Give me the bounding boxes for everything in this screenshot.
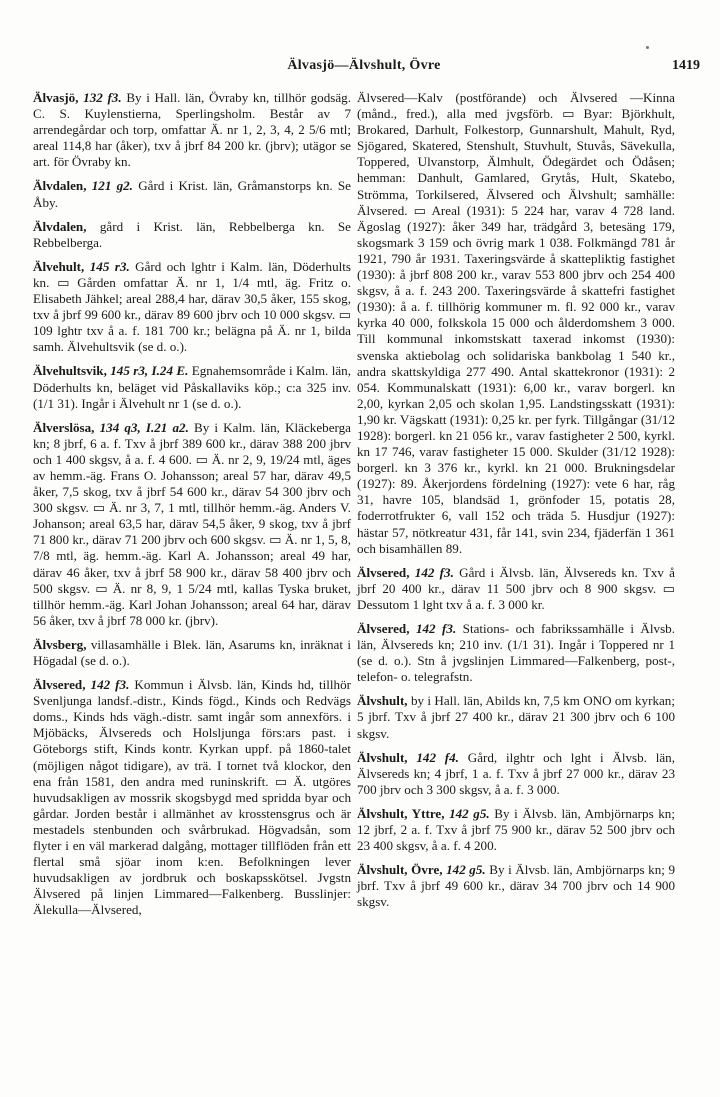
entry-text: Gård och lghtr i Kalm. län, Döderhults kn. ▭ Gården omfattar Ä. nr 1, 1/4 mtl, äg. Fritz o. Elisabeth Jähkel; areal 288,4 har, därav 30,5 åker, 155 skog, txv å jbrf 99 600 kr., därav 89 600 jbrv och 10 000 skgsv. ▭ 109 lghtr txv å a. f. 181 700 kr.; belägna på Ä. nr 1, bilda samh. Älvehultsvik (se d. o.). (33, 258, 351, 355)
page-number: 1419 (672, 58, 700, 73)
entry-text: By i Kalm. län, Kläckeberga kn; 8 jbrf, 6 a. f. Txv å jbrf 389 600 kr., därav 388 200 jbrv och 1 400 skgsv, å a. f. 4 600. ▭ Ä. nr 2, 9, 19/24 mtl, äges av hemm.-äg. Frans O. Johansson; areal 57 har, därav 49,5 åker, 7,5 skog, txv å jbrf 54 600 kr., därav 54 300 jbrv och 300 skgsv. ▭ Ä. nr 3, 7, 1 mtl, tillhör hemm.-äg. Anders V. Johanson; areal 63,5 har, därav 54,5 åker, 9 skog, txv å jbrf 71 800 kr., därav 71 200 jbrv och 600 skgsv. ▭ Ä. nr 1, 5, 8, 7/8 mtl, äg. hemm.-äg. Karl A. Johansson; areal 49 har, därav 46 åker, txv å jbrf 58 900 kr., därav 58 400 jbrv och 500 skgsv. ▭ Ä. nr 8, 9, 1 5/24 mtl, kallas Tyska bruket, tillhör hemm.-äg. Karl Johan Johansson; areal 64 har, därav 56 åker, txv å jbrf 78 000 kr. (jbrv). (33, 419, 351, 628)
gazetteer-entry (357, 565, 675, 613)
entry-text: By i Älvsb. län, Ambjörnarps kn; 9 jbrf. Txv å jbrf 49 600 kr., därav 34 700 jbrv och 14 900 skgsv. (357, 862, 675, 910)
entry-text: By i Hall. län, Övraby kn, tillhör godsäg. C. S. Kuylenstierna, Sperlingsholm. Består av 7 arrendegårdar och torp, omfattar Ä. nr 1, 2, 3, 4, 2 5/6 mtl; areal 114,8 har (åker), txv å jbrf 84 200 kr. (jbrv); utägor se art. för Övraby kn. (33, 90, 351, 170)
entry-map-reference: 142 f4. (416, 749, 459, 765)
gazetteer-entry (357, 90, 675, 557)
entry-headword: Älvshult, Övre, (357, 862, 443, 878)
entry-paragraph (33, 178, 351, 210)
entry-map-reference: 142 f3. (415, 621, 457, 636)
entry-headword: Älvsered, (357, 621, 410, 636)
entry-map-reference: 132 f3. (83, 90, 122, 105)
entry-paragraph (357, 621, 675, 685)
entry-paragraph (33, 677, 351, 918)
entry-paragraph (33, 219, 351, 251)
entry-map-reference: 142 f3. (414, 564, 454, 580)
entry-headword: Älvehult, (33, 258, 85, 274)
entry-paragraph (357, 90, 675, 557)
gazetteer-entry (357, 693, 675, 741)
entry-headword: Älvsered, (33, 677, 86, 693)
gazetteer-entry (33, 677, 351, 918)
entry-text: Egnahemsområde i Kalm. län, Döderhults kn, beläget vid Påskallaviks köp.; c:a 325 inv. (1/1 31). Ingår i Älvehult nr 1 (se d. o.). (33, 363, 351, 411)
entry-paragraph (357, 693, 675, 741)
entry-text: by i Hall. län, Abilds kn, 7,5 km ONO om kyrkan; 5 jbrf. Txv å jbrf 27 400 kr., därav 21 300 jbrv och 6 100 skgsv. (357, 693, 675, 741)
entry-paragraph (357, 565, 675, 613)
entry-map-reference: 142 g5. (449, 805, 490, 821)
gazetteer-entry (33, 219, 351, 251)
entry-map-reference: 142 g5. (446, 862, 486, 878)
entry-paragraph (357, 862, 675, 910)
entry-text: Kommun i Älvsb. län, Kinds hd, tillhör Svenljunga landsf.-distr., Kinds fögd., Kinds och Redvägs doms., Kinds hds vägh.-distr. samt ingår som annexförs. i Mjöbäcks, Älvsereds och Holsljunga förs:ars past. i Göteborgs stift, Kinds kontr. Kyrkan uppf. på 1860-talet (möjligen något tidigare), av trä. I tornet två klockor, den ena från 1581, den andra med runinskrift. ▭ Ä. utgöres huvudsakligen av mossrik skogsbygd med spridda byar och gårdar. Jorden består i allmänhet av krosstensgrus och är mestadels stenbunden och svårbrukad. Högvadsån, som flyter i en väl markerad dalgång, mottager tillflöden från ett flertal små sjöar inom k:en. Befolkningen lever huvudsakligen av jordbruk och boskapsskötsel. Jvgstn Älvsered på linjen Limmared—Falkenberg. Busslinjer: Älekulla—Älvsered, (33, 677, 351, 918)
entry-map-reference: 145 r3, I.24 E. (110, 363, 189, 379)
entry-map-reference: 142 f3. (90, 677, 130, 693)
gazetteer-entry (33, 637, 351, 669)
entry-map-reference: 145 r3. (89, 258, 130, 274)
right-column (357, 90, 675, 919)
entry-text: Älvsered—Kalv (postförande) och Älvsered —Kinna (månd., fred.), alla med jvgsförb. ▭ Byar: Björkhult, Brokared, Darhult, Folkestorp, Gunnarshult, Mahult, Ryd, Sjögared, Skatered, Stenshult, Stuvhult, Stuvås, Sävekulla, Toppered, Ulvanstorp, Älmhult, Ödegärdet och Ödåsen; hemman: Danhult, Gamlared, Grytås, Hult, Skatebo, Strömma, Torkilsered, Älvsered och Älvshult; samhälle: Älvsered. ▭ Areal (1931): 5 224 har, varav 4 728 land. Ägoslag (1927): åker 349 har, trädgård 3, betesäng 179, skogsmark 3 159 och övrig mark 1 038. Folkmängd 781 år 1921, 790 år 1931. Taxeringsvärde å skattepliktig fastighet (1930): å jbrf 808 200 kr., varav 553 800 jbrv och 254 400 skgsv, å a. f. 243 200. Taxeringsvärde å skattefri fastighet (1930): å a. f. tillhörig kommuner m. fl. 92 000 kr., varav kyrka 40 000, folkskola 15 000 och ålderdomshem 3 000. Till kommunal inkomstskatt taxerad inkomst (1930): svenska aktiebolag och solidariska bankbolag 1 540 kr., andra skattskyldiga 277 490. Antal skattekronor (1931): 2 054. Kommunalskatt (1931): 6,00 kr., varav borgerl. kn 2,00, kyrkan 2,05 och skolan 1,95. Landstingsskatt (1931): 1,90 kr. Vägskatt (1931): 0,25 kr. per fyrk. Tillgångar (31/12 1928): borgerl. kn 21 056 kr., varav fastigheter 2 500, kyrkl. kn 17 746, varav fastigheter 15 000. Skulder (31/12 1928): borgerl. kn 3 376 kr., kyrkl. kn 21 000. Brukningsdelar (1927): 89. Åkerjordens fördelning (1927): vete 6 har, råg 31, havre 105, blandsäd 1, grönfoder 15, potatis 28, foderrotfrukter 6, vall 152 och träda 5. Husdjur (1927): hästar 57, nötkreatur 431, får 141, svin 234, fjäderfän 1 361 och bisamhällen 89. (357, 90, 675, 556)
left-column (33, 90, 351, 927)
entry-text: Gård i Älvsb. län, Älvsereds kn. Txv å jbrf 20 400 kr., därav 11 500 jbrv och 8 900 skgsv. ▭ Dessutom 1 lght txv å a. f. 3 000 kr. (357, 564, 675, 612)
entry-headword: Älvshult, (357, 693, 408, 709)
gazetteer-entry (357, 806, 675, 854)
running-title: Älvasjö—Älvshult, Övre (287, 58, 441, 73)
entry-headword: Älvshult, (357, 749, 408, 765)
entry-text: Stations- och fabrikssamhälle i Älvsb. län, Älvsereds kn; 210 inv. (1/1 31). Ingår i Toppered nr 1 (se d. o.). Stn å jvgslinjen Limmared—Falkenberg, post-, telefon- o. telegrafstn. (357, 621, 675, 685)
entry-headword: Älvshult, Yttre, (357, 805, 445, 821)
entry-paragraph (33, 90, 351, 170)
gazetteer-entry (33, 363, 351, 411)
entry-text: Gård i Krist. län, Gråmanstorps kn. Se Åby. (33, 178, 351, 210)
entry-text: By i Älvsb. län, Ambjörnarps kn; 12 jbrf, 2 a. f. Txv å jbrf 75 900 kr., därav 52 500 jbrv och 23 400 skgsv, å a. f. 4 200. (357, 805, 675, 854)
entry-text: villasamhälle i Blek. län, Asarums kn, inräknat i Högadal (se d. o.). (33, 636, 351, 668)
gazetteer-entry (33, 178, 351, 210)
entry-headword: Älvdalen, (33, 218, 87, 234)
entry-headword: Älvdalen, (33, 178, 87, 194)
entry-text: gård i Krist. län, Rebbelberga kn. Se Rebbelberga. (33, 218, 351, 250)
gazetteer-entry (33, 90, 351, 170)
entry-text: Gård, ilghtr och lght i Älvsb. län, Älvsereds kn; 4 jbrf, 1 a. f. Txv å jbrf 27 000 kr., därav 23 700 jbrv och 3 300 skgsv, å a. f. 3 000. (357, 749, 675, 797)
entry-paragraph (33, 637, 351, 669)
entry-paragraph (357, 750, 675, 798)
gazetteer-entry (33, 259, 351, 356)
page-header (28, 58, 700, 78)
entry-paragraph (33, 363, 351, 411)
entry-headword: Älvasjö, (33, 90, 79, 105)
entry-headword: Älvehultsvik, (33, 363, 107, 379)
entry-map-reference: 121 g2. (91, 178, 133, 194)
gazetteer-entry (357, 750, 675, 798)
entry-headword: Älverslösa, (33, 419, 95, 435)
entry-headword: Älvsered, (357, 564, 410, 580)
entry-map-reference: 134 q3, I.21 a2. (99, 419, 189, 435)
entry-headword: Älvsberg, (33, 636, 87, 652)
entry-paragraph (33, 420, 351, 629)
entry-paragraph (33, 259, 351, 356)
scan-dot (646, 46, 649, 49)
entry-paragraph (357, 806, 675, 854)
gazetteer-entry (357, 862, 675, 910)
gazetteer-entry (33, 420, 351, 629)
gazetteer-entry (357, 621, 675, 685)
